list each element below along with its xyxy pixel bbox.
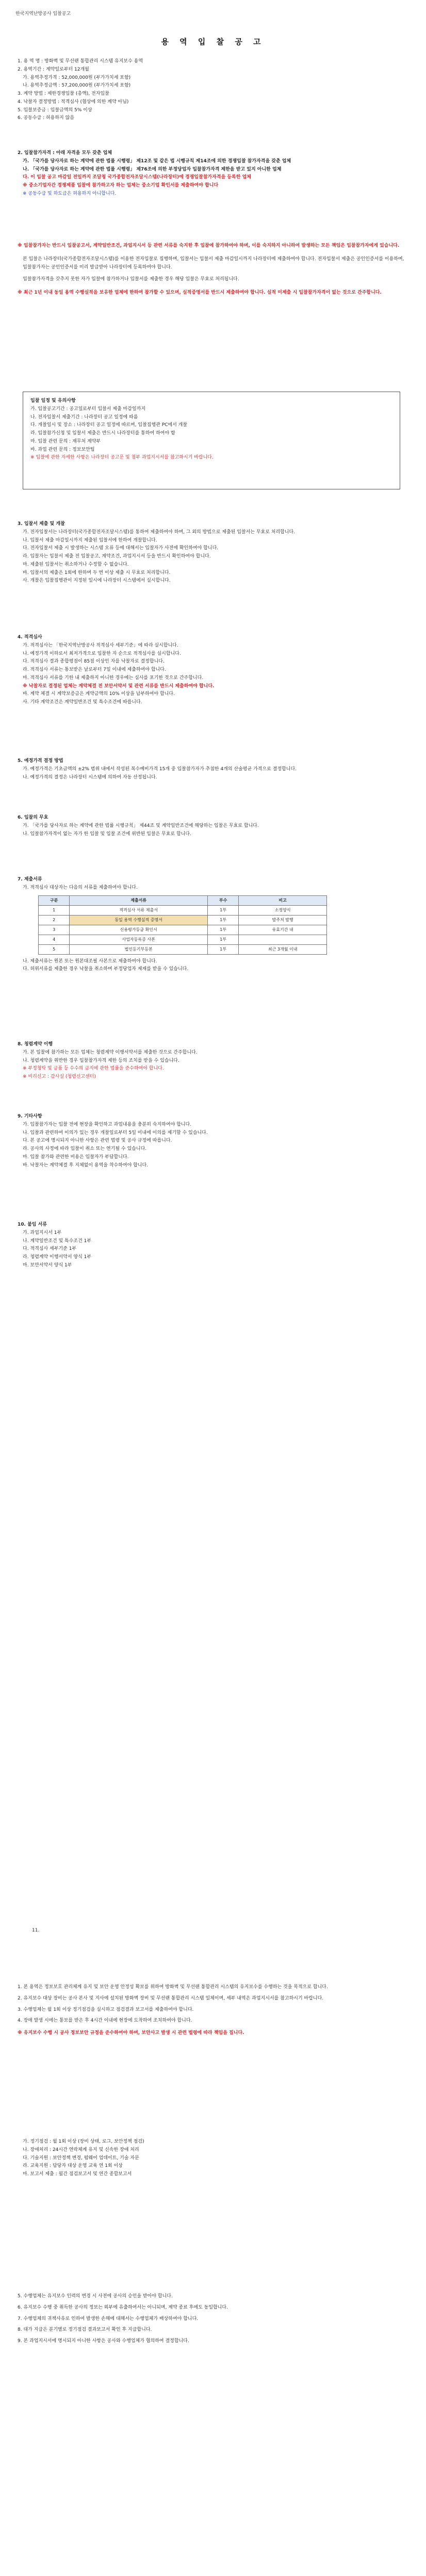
line: 나. 입찰과 관련하여 이의가 있는 경우 개찰일로부터 5일 이내에 이의를 제기할 수 있습니다. (23, 1130, 208, 1136)
line: ※ 비리신고 : 감사실 (청렴신고센터) (23, 1074, 96, 1079)
table-row (39, 925, 327, 935)
line: 나. 청렴계약을 위반한 경우 입찰참가자격 제한 등의 조치를 받을 수 있습니다. (23, 1058, 179, 1063)
section-4 (18, 634, 407, 707)
table-row (39, 905, 327, 915)
page-number: 11. (32, 1928, 40, 1933)
section-2 (18, 149, 407, 198)
box-line: 바. 과업 관련 문의 : 정보보안팀 (30, 447, 95, 452)
table-cell: 2 (39, 915, 70, 925)
line: 나. 제출서류는 원본 또는 원본대조필 사본으로 제출하여야 합니다. (23, 958, 157, 964)
line: 나. 예정가격 이하로서 최저가격으로 입찰한 자 순으로 적격심사를 실시합니다. (23, 651, 181, 656)
line: 사. 개찰은 입찰집행관이 지정된 일시에 나라장터 시스템에서 실시합니다. (23, 578, 171, 584)
line: ※ 낙찰자로 결정된 업체는 계약체결 전 보안서약서 및 관련 서류를 반드시 제출하여야 합니다. (23, 683, 215, 689)
line: 가. 용역추정가격 : 52,000,000원 (부가가치세 포함) (23, 75, 131, 80)
table-header: 구분 (39, 895, 70, 905)
table-cell: 1부 (207, 944, 238, 954)
box-line: 나. 전자입찰서 제출기간 : 나라장터 공고 일정에 따름 (30, 414, 138, 420)
line: 나. 예정가격의 결정은 나라장터 시스템에 의하여 자동 산정됩니다. (23, 774, 157, 780)
line: 사. 기타 계약조건은 계약일반조건 및 특수조건에 따릅니다. (23, 700, 142, 705)
line: ※ 공동수급 및 하도급은 허용하지 아니합니다. (23, 191, 117, 196)
table-cell: 신용평가등급 확인서 (70, 925, 208, 935)
page2-list (18, 2138, 407, 2179)
table-cell: 5 (39, 944, 70, 954)
line: 다. 이 입찰 공고 마감일 전일까지 조달청 국가종합전자조달시스템(나라장터)에 경쟁입찰참가자격을 등록한 업체 (23, 175, 251, 180)
line: ※ 부정청탁 및 금품 등 수수의 금지에 관한 법률을 준수하여야 합니다. (23, 1066, 164, 1072)
line: 다. 허위서류를 제출한 경우 낙찰을 취소하며 부정당업자 제재를 받을 수 있습니다. (23, 967, 189, 972)
table-header-row (39, 895, 327, 905)
line: 3. 계약 방법 : 제한경쟁입찰 (총액), 전자입찰 (18, 91, 109, 96)
table-header: 비고 (239, 895, 327, 905)
table-header: 제출서류 (70, 895, 208, 905)
box-title: 입찰 일정 및 유의사항 (30, 398, 76, 403)
line: 바. 계약 체결 시 계약보증금은 계약금액의 10% 이상을 납부하여야 합니다. (23, 691, 175, 697)
table-row (39, 944, 327, 954)
section-7 (18, 876, 407, 974)
line: 라. 공사의 사정에 따라 입찰이 취소 또는 연기될 수 있습니다. (23, 1146, 147, 1151)
line: 6. 유지보수 수행 중 취득한 공사의 정보는 외부에 유출하여서는 아니되며, 계약 종료 후에도 동일합니다. (18, 2304, 228, 2310)
line: 나. 용역추정금액 : 57,200,000원 (부가가치세 포함) (23, 83, 131, 89)
box-line: 마. 입찰 관련 문의 : 재무처 계약부 (30, 438, 101, 444)
line: 4. 낙찰자 결정방법 : 적격심사 (협상에 의한 계약 아님) (18, 99, 129, 105)
box-note: ※ 입찰에 관한 자세한 사항은 나라장터 공고문 및 첨부 과업지시서를 참고하시기 바랍니다. (30, 455, 214, 461)
line: 가. 입찰참가자는 입찰 전에 현장을 확인하고 과업내용을 충분히 숙지하여야 합니다. (23, 1122, 192, 1127)
line: 5. 수행업체는 유지보수 인력의 변경 시 사전에 공사의 승인을 받아야 합니다. (18, 2294, 173, 2299)
line: 바. 낙찰자는 계약체결 후 지체없이 용역을 착수하여야 합니다. (23, 1162, 149, 1168)
line: 다. 전자입찰서 제출 시 발생하는 시스템 오류 등에 대해서는 입찰자가 사전에 확인하여야 합니다. (23, 546, 219, 551)
line: 다. 본 공고에 명시되지 아니한 사항은 관련 법령 및 공사 규정에 따릅니다. (23, 1138, 172, 1144)
org-line: 한국지역난방공사 입찰공고 (15, 11, 71, 16)
line: 1. 본 용역은 정보보호 관리체계 유지 및 보안 운영 안정성 확보를 위하여 방화벽 및 무선랜 통합관리 시스템의 유지보수를 수행하는 것을 목적으로 합니다. (18, 1985, 328, 1990)
table-cell: 사업자등록증 사본 (70, 935, 208, 944)
line: 가. 적격심사는 「한국지역난방공사 적격심사 세부기준」에 따라 실시합니다. (23, 642, 178, 648)
section-heading: 4. 적격심사 (18, 635, 42, 640)
line: 나. 「국가를 당사자로 하는 계약에 관한 법률 시행령」 제76조에 의한 부정당업자 입찰참가자격 제한을 받고 있지 아니한 업체 (23, 166, 282, 172)
line: 나. 입찰참가자격이 없는 자가 한 입찰 및 입찰 조건에 위반된 입찰은 무효로 합니다. (23, 831, 191, 837)
line: ※ 유지보수 수행 시 공사 정보보안 규정을 준수하여야 하며, 보안사고 발생 시 관련 법령에 따라 책임을 집니다. (18, 2030, 244, 2036)
section-5 (18, 757, 407, 782)
table-cell: 적격심사 서류 제출서 (70, 905, 208, 915)
line: 마. 보고서 제출 : 월간 점검보고서 및 연간 종합보고서 (23, 2172, 132, 2177)
section-heading: 10. 붙임 서류 (18, 1222, 47, 1227)
line: 나. 장애처리 : 24시간 연락체계 유지 및 신속한 장애 처리 (23, 2147, 139, 2153)
table-cell: 발주처 발행 (239, 915, 327, 925)
line: 2. 용역기간 : 계약일로부터 12개월 (18, 66, 89, 72)
table-cell: 최근 3개월 이내 (239, 944, 327, 954)
section-heading: 5. 예정가격 결정 방법 (18, 758, 63, 764)
section-heading: 7. 제출서류 (18, 877, 42, 882)
line: 6. 공동수급 : 허용하지 않음 (18, 115, 75, 121)
line: 라. 교육지원 : 담당자 대상 운영 교육 연 1회 이상 (23, 2163, 123, 2169)
table-row (39, 935, 327, 944)
page-title: 용 역 입 찰 공 고 (161, 37, 265, 46)
line: 가. 「국가를 당사자로 하는 계약에 관한 법률 시행규칙」 제44조 및 계약일반조건에 해당하는 입찰은 무효로 합니다. (23, 823, 259, 828)
line: 9. 본 과업지시서에 명시되지 아니한 사항은 공사와 수행업체가 협의하여 결정합니다. (18, 2338, 189, 2344)
table-cell: 4 (39, 935, 70, 944)
line: 라. 입찰자는 입찰서 제출 전 입찰공고, 계약조건, 과업지시서 등을 반드시 확인하여야 합니다. (23, 554, 211, 559)
table-cell: 1부 (207, 915, 238, 925)
table-cell: 1부 (207, 925, 238, 935)
page2-more (18, 2293, 407, 2346)
line: 가. 전자입찰서는 나라장터(국가종합전자조달시스템)를 통하여 제출하여야 하며, 그 외의 방법으로 제출된 입찰서는 무효로 처리합니다. (23, 529, 296, 535)
line: 가. 정기점검 : 월 1회 이상 (장비 상태, 로그, 보안정책 점검) (23, 2139, 144, 2144)
line: 5. 입찰보증금 : 입찰금액의 5% 이상 (18, 107, 92, 113)
line: 나. 입찰서 제출 마감일시까지 제출된 입찰서에 한하여 개찰합니다. (23, 537, 157, 543)
table-cell: 3 (39, 925, 70, 935)
line: ※ 중소기업자간 경쟁제품 입찰에 참가하고자 하는 업체는 중소기업 확인서를 제출하여야 합니다 (23, 183, 219, 188)
line: 바. 입찰서의 제출은 1회에 한하며 두 번 이상 제출 시 무효로 처리합니다. (23, 570, 171, 575)
table-cell: 1부 (207, 905, 238, 915)
line: 라. 청렴계약 이행서약서 양식 1부 (23, 1255, 92, 1260)
line: 가. 본 입찰에 참가하는 모든 업체는 청렴계약 이행서약서를 제출한 것으로 간주합니다. (23, 1049, 198, 1055)
section-8 (18, 1041, 407, 1081)
section-9 (18, 1113, 407, 1170)
section-heading: 6. 입찰의 무효 (18, 815, 48, 820)
line: 가. 예정가격은 기초금액의 ±2% 범위 내에서 작성된 복수예비가격 15개 중 입찰참가자가 추첨한 4개의 산술평균 가격으로 결정합니다. (23, 766, 297, 772)
box-line: 다. 개찰일시 및 장소 : 나라장터 공고 일정에 따르며, 입찰집행관 PC에서 개찰 (30, 422, 188, 428)
line: 1. 용 역 명 : 방화벽 및 무선랜 통합관리 시스템 유지보수 용역 (18, 59, 143, 64)
line: 마. 제출된 입찰서는 취소하거나 수정할 수 없습니다. (23, 562, 129, 567)
page2-body (18, 1984, 407, 2038)
section-6 (18, 814, 407, 838)
line: 가. 적격심사 대상자는 다음의 서류를 제출하여야 합니다. (23, 885, 138, 890)
notice-red-2: ※ 최근 1년 이내 동일 용역 수행실적을 보유한 업체에 한하여 참가할 수 있으며, 실적증명서를 반드시 제출하여야 합니다. 실적 미제출 시 입찰참가자격이 없는 것으로 간주합니다. (18, 290, 382, 295)
notice-text: 본 입찰은 나라장터(국가종합전자조달시스템)를 이용한 전자입찰로 집행하며, 입찰서는 입찰서 제출 마감일시까지 나라장터에 제출하여야 합니다. 전자입찰서 제출은 공인인증서를 이용하며, 입찰참가자는 공인인증서를 미리 발급받아 나라장터에 등록하여야 합니다. (23, 256, 404, 270)
box-line: 라. 입찰참가신청 및 입찰서 제출은 반드시 나라장터를 통하여 하여야 함 (30, 431, 175, 436)
box-line: 가. 입찰공고기간 : 공고일로부터 입찰서 제출 마감일까지 (30, 406, 146, 412)
section-heading: 9. 기타사항 (18, 1114, 42, 1119)
line: 마. 입찰 참가와 관련한 비용은 입찰자가 부담합니다. (23, 1154, 129, 1160)
notice-block (18, 242, 407, 297)
line: 3. 수행업체는 월 1회 이상 정기점검을 실시하고 점검결과 보고서를 제출하여야 합니다. (18, 2007, 194, 2012)
line: 마. 적격심사 서류를 기한 내 제출하지 아니한 경우에는 심사를 포기한 것으로 간주합니다. (23, 675, 204, 681)
table-cell (239, 935, 327, 944)
line: 4. 장애 발생 시에는 통보를 받은 후 4시간 이내에 현장에 도착하여 조치하여야 합니다. (18, 2018, 192, 2024)
line: 다. 적격심사 세부기준 1부 (23, 1246, 77, 1252)
line: 라. 적격심사 서류는 통보받은 날로부터 7일 이내에 제출하여야 합니다. (23, 667, 166, 672)
table-cell: 1부 (207, 935, 238, 944)
section-1 (18, 58, 407, 123)
line: 7. 수행업체의 귀책사유로 인하여 발생한 손해에 대해서는 수행업체가 배상하여야 합니다. (18, 2316, 199, 2321)
section-heading: 3. 입찰서 제출 및 개찰 (18, 521, 65, 527)
line: 가. 과업지시서 1부 (23, 1230, 62, 1235)
schedule-box (23, 392, 400, 489)
line: 2. 유지보수 대상 장비는 공사 본사 및 지사에 설치된 방화벽 장비 및 무선랜 통합관리 시스템 일체이며, 세부 내역은 과업지시서를 참고하시기 바랍니다. (18, 1995, 324, 2001)
section-heading: 2. 입찰참가자격 : 아래 자격을 모두 갖춘 업체 (18, 150, 112, 156)
line: 8. 대가 지급은 분기별로 정기점검 결과보고서 확인 후 지급합니다. (18, 2327, 152, 2333)
table-cell: 동일 용역 수행실적 증명서 (70, 915, 208, 925)
table-cell: 소정양식 (239, 905, 327, 915)
table-header: 부수 (207, 895, 238, 905)
notice-text-2: 입찰참가자격을 갖추지 못한 자가 입찰에 참가하거나 입찰서를 제출한 경우 해당 입찰은 무효로 처리됩니다. (23, 277, 239, 282)
section-heading: 8. 청렴계약 이행 (18, 1042, 53, 1047)
notice-red: ※ 입찰참가자는 반드시 입찰공고서, 계약일반조건, 과업지시서 등 관련 서류를 숙지한 후 입찰에 참가하여야 하며, 이를 숙지하지 아니하여 발생하는 모든 책임은 입찰참가자에게 있습니다. (18, 243, 400, 248)
line: 다. 적격심사 결과 종합평점이 85점 이상인 자를 낙찰자로 결정합니다. (23, 659, 165, 665)
table-cell: 유효기간 내 (239, 925, 327, 935)
line: 다. 기술지원 : 보안정책 변경, 펌웨어 업데이트, 기술 자문 (23, 2155, 139, 2161)
table-cell: 법인등기부등본 (70, 944, 208, 954)
section-3 (18, 520, 407, 585)
documents-table (38, 895, 327, 955)
line: 가. 「국가를 당사자로 하는 계약에 관한 법률 시행령」 제12조 및 같은 법 시행규칙 제14조에 의한 경쟁입찰 참가자격을 갖춘 업체 (23, 158, 291, 164)
section-10 (18, 1221, 407, 1270)
line: 마. 보안서약서 양식 1부 (23, 1262, 72, 1268)
line: 나. 계약일반조건 및 특수조건 1부 (23, 1238, 92, 1244)
table-cell: 1 (39, 905, 70, 915)
table-row (39, 915, 327, 925)
